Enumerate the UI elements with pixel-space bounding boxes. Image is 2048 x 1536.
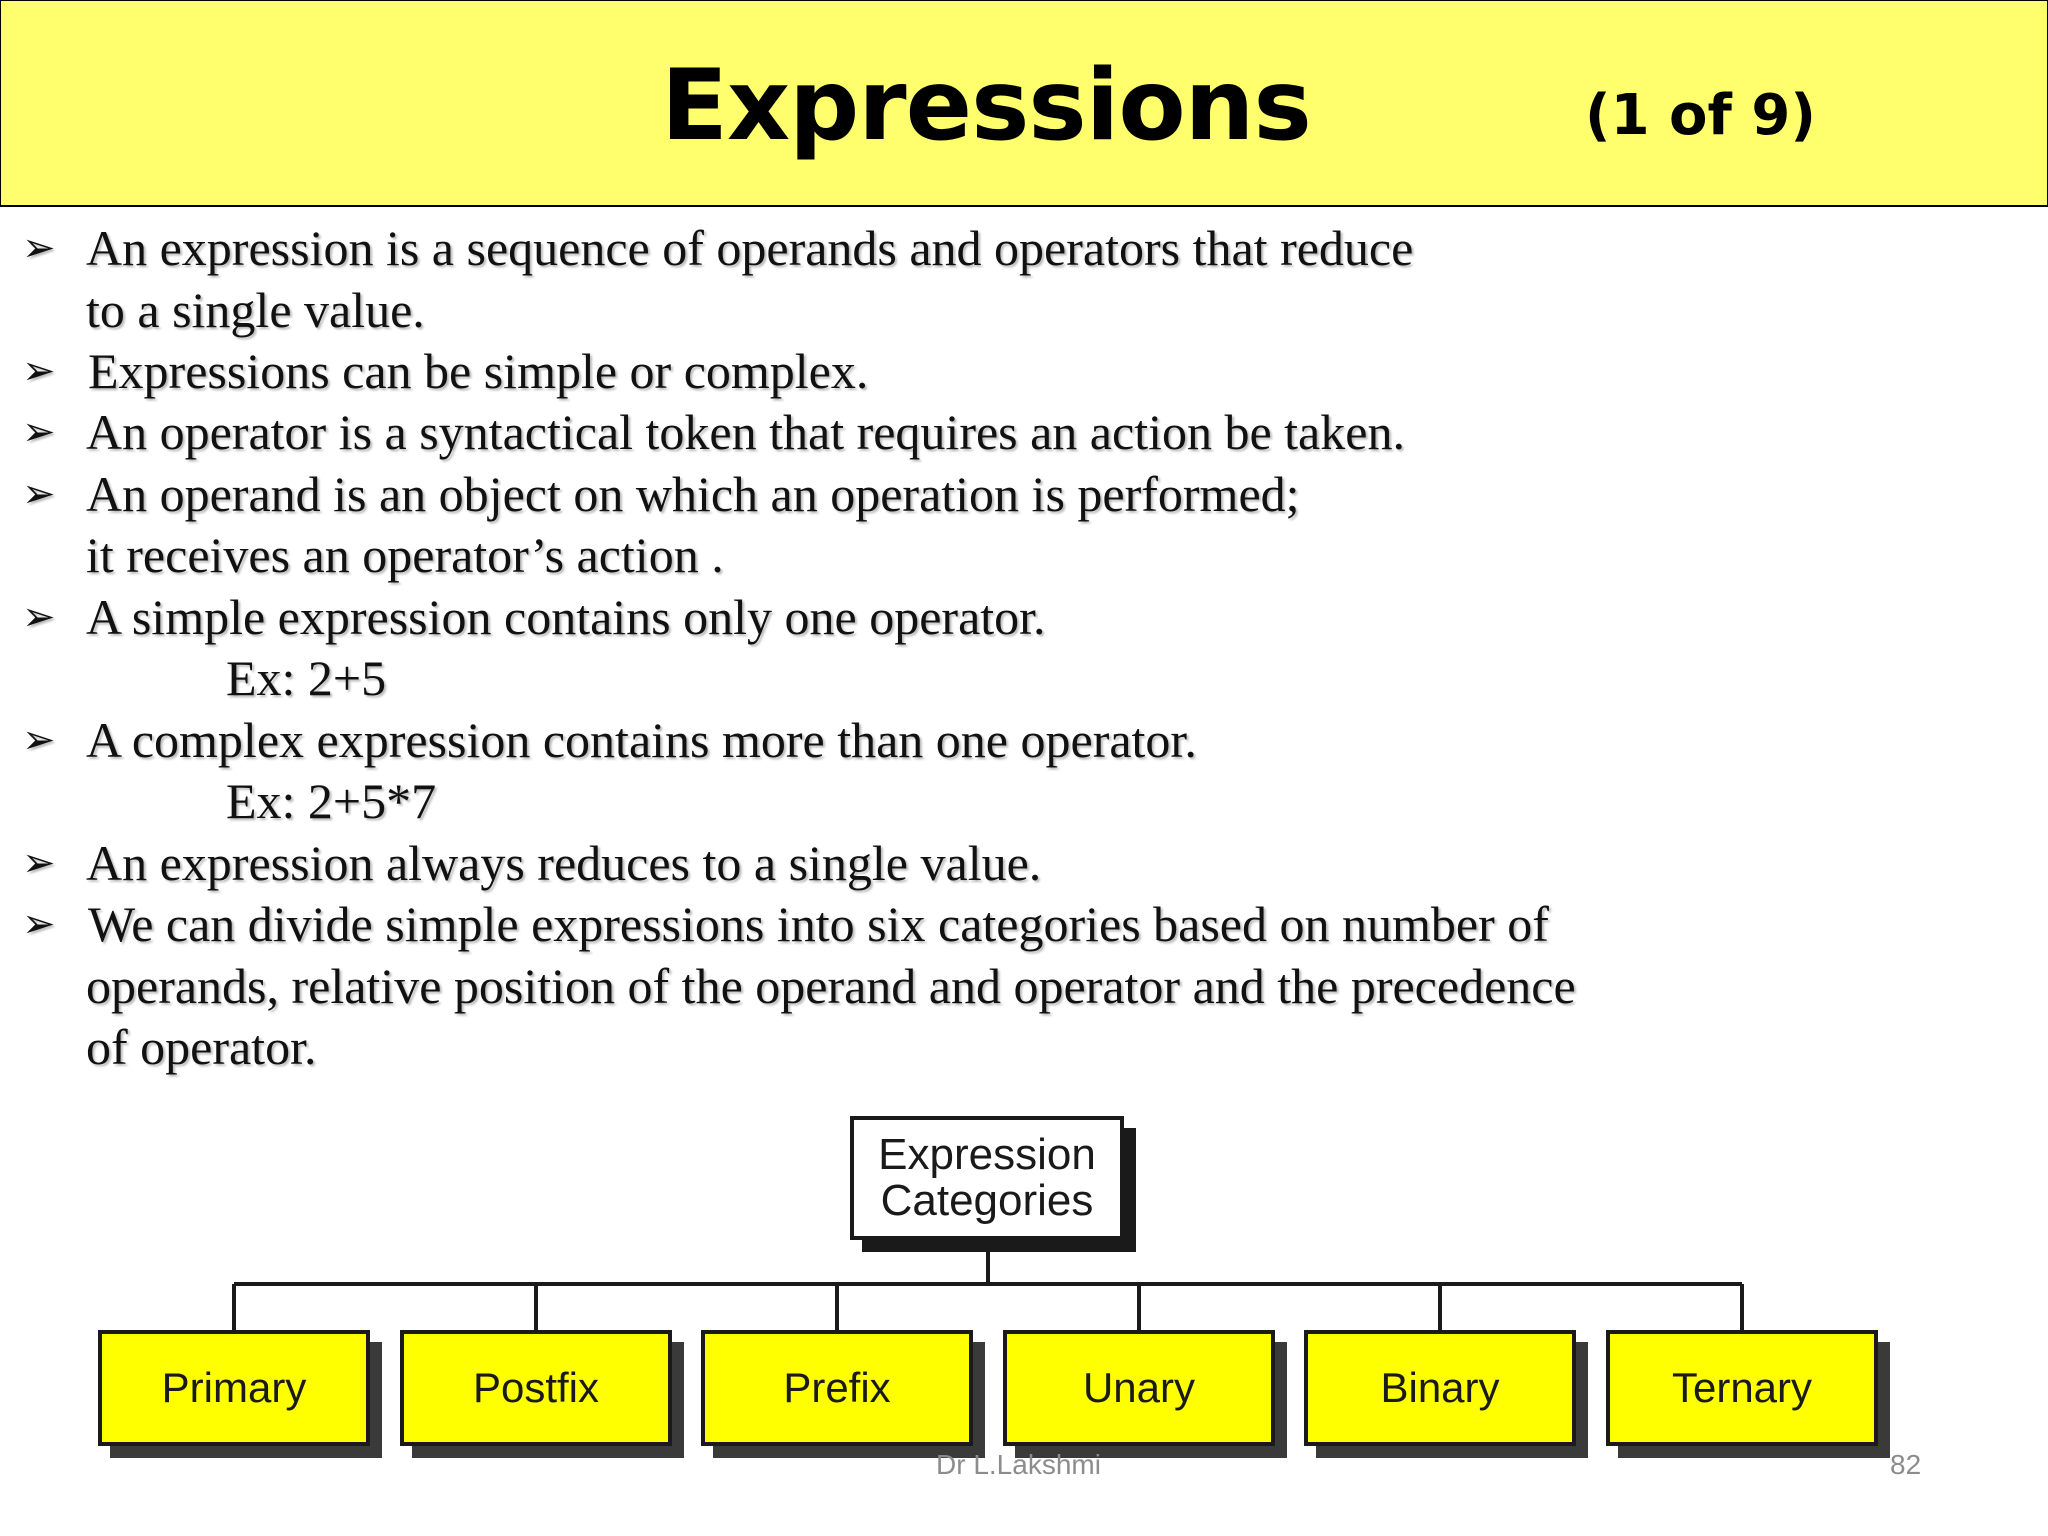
root-label-line-1: Expression — [878, 1130, 1096, 1179]
bullet-arrow-icon: ➢ — [22, 594, 56, 640]
bullet-3-line-1: An operator is a syntactical token that requires an action be taken. — [86, 404, 1405, 460]
category-primary: Primary — [98, 1330, 370, 1446]
bullet-arrow-icon: ➢ — [22, 409, 56, 455]
category-binary: Binary — [1304, 1330, 1576, 1446]
bullet-7-line-1: An expression always reduces to a single value. — [86, 835, 1042, 891]
bullet-arrow-icon: ➢ — [22, 901, 56, 947]
bullet-arrow-icon: ➢ — [22, 348, 56, 394]
bullet-arrow-icon: ➢ — [22, 225, 56, 271]
bullet-arrow-icon: ➢ — [22, 717, 56, 763]
bullet-4-line-2: it receives an operator’s action . — [86, 527, 724, 583]
bullet-1-line-1: An expression is a sequence of operands and operators that reduce — [86, 220, 1414, 276]
bullet-6-example: Ex: 2+5*7 — [226, 773, 437, 829]
footer-page-number: 82 — [1890, 1449, 1922, 1480]
slide-title: Expressions — [661, 49, 1311, 163]
slide-page-indicator: (1 of 9) — [1585, 83, 1816, 148]
bullet-4-line-1: An operand is an object on which an operation is performed; — [86, 466, 1300, 522]
bullet-5-line-1: A simple expression contains only one operator. — [86, 589, 1046, 645]
bullet-arrow-icon: ➢ — [22, 471, 56, 517]
root-label-line-2: Categories — [880, 1176, 1094, 1225]
category-prefix: Prefix — [701, 1330, 973, 1446]
footer-author: Dr L.Lakshmi — [936, 1449, 1101, 1480]
bullet-8-line-2: operands, relative position of the operand and operator and the precedence — [86, 958, 1576, 1014]
bullet-1-line-2: to a single value. — [86, 282, 425, 338]
bullet-arrow-icon: ➢ — [22, 840, 56, 886]
bullet-5-example: Ex: 2+5 — [226, 650, 387, 706]
category-unary: Unary — [1003, 1330, 1275, 1446]
bullet-2-line-1: Expressions can be simple or complex. — [88, 343, 869, 399]
bullet-6-line-1: A complex expression contains more than one operator. — [86, 712, 1197, 768]
bullet-8-line-1: We can divide simple expressions into six categories based on number of — [88, 896, 1549, 952]
root-box — [850, 1116, 1124, 1240]
bullet-8-line-3: of operator. — [86, 1019, 317, 1075]
category-postfix: Postfix — [400, 1330, 672, 1446]
category-ternary: Ternary — [1606, 1330, 1878, 1446]
